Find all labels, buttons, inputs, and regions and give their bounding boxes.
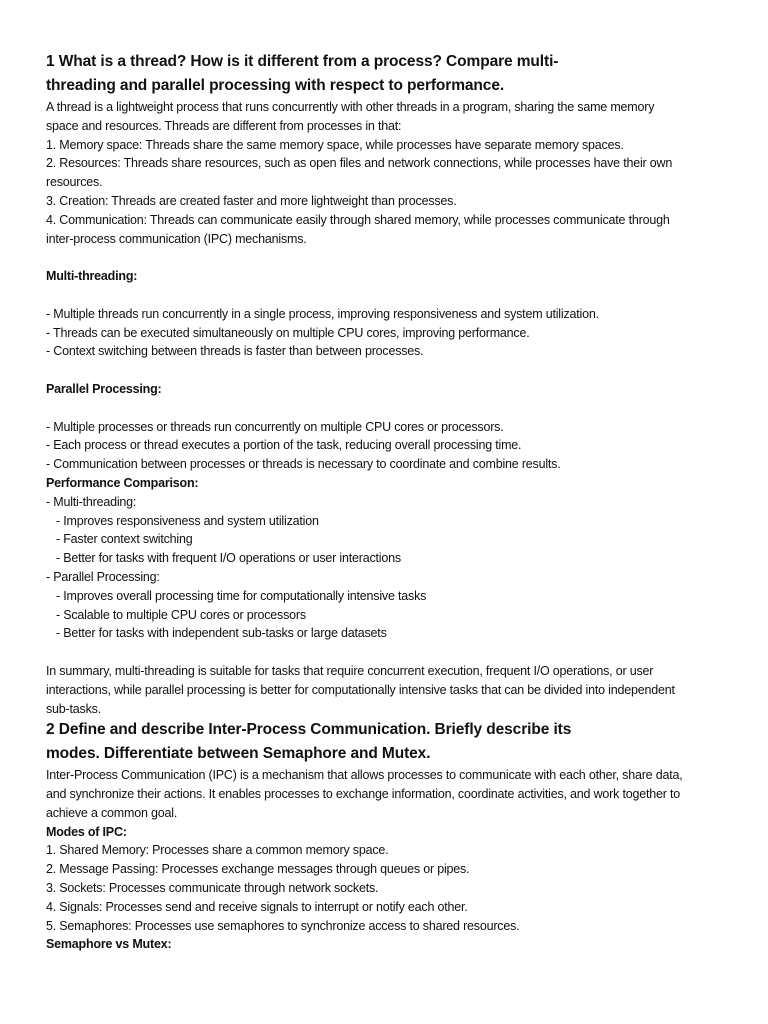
list-item: - Multiple threads run concurrently in a single process, improving responsiveness and system utilization. [46,306,599,321]
list-item: 1. Shared Memory: Processes share a common memory space. [46,843,389,858]
spacer [46,643,736,662]
list-item: - Improves responsiveness and system utilization [56,513,319,528]
list-item: - Faster context switching [56,532,193,547]
list-item: 4. Signals: Processes send and receive signals to interrupt or notify each other. [46,899,468,914]
q1-intro-line: 2. Resources: Threads share resources, such as open files and network connections, while processes have their own [46,156,673,171]
spacer [46,399,736,418]
list-item: - Context switching between threads is faster than between processes. [46,344,424,359]
spacer [46,361,736,380]
multithreading-points [46,305,736,361]
parallel-processing-points [46,418,736,474]
list-item: 3. Sockets: Processes communicate through network sockets. [46,881,379,896]
list-item: - Better for tasks with frequent I/O operations or user interactions [56,551,401,566]
q1-intro-line: resources. [46,175,103,190]
q1-intro-line: 3. Creation: Threads are created faster and more lightweight than processes. [46,193,457,208]
q2-intro [46,766,736,822]
parallel-processing-title: Parallel Processing: [46,381,162,396]
semaphore-vs-mutex-title: Semaphore vs Mutex: [46,937,172,952]
q2-intro-line: achieve a common goal. [46,805,178,820]
list-item: - Multiple processes or threads run concurrently on multiple CPU cores or processors. [46,419,504,434]
summary-line: sub-tasks. [46,701,101,716]
document-page [46,50,736,954]
summary-line: In summary, multi-threading is suitable for tasks that require concurrent execution, frequent I/O operations, or user [46,663,654,678]
q1-intro-line: 4. Communication: Threads can communicate easily through shared memory, while processes communicate through [46,212,670,227]
q2-intro-line: Inter-Process Communication (IPC) is a mechanism that allows processes to communicate with each other, share data, [46,768,683,783]
list-item: - Communication between processes or threads is necessary to coordinate and combine results. [46,457,561,472]
summary-line: interactions, while parallel processing is better for computationally intensive tasks that can be divided into independent [46,682,675,697]
list-item: - Threads can be executed simultaneously on multiple CPU cores, improving performance. [46,325,530,340]
list-item: - Improves overall processing time for computationally intensive tasks [56,588,427,603]
q2-heading [46,718,736,766]
list-item: 5. Semaphores: Processes use semaphores to synchronize access to shared resources. [46,918,520,933]
q1-heading [46,50,736,98]
q1-intro-line: inter-process communication (IPC) mechanisms. [46,231,307,246]
list-item: - Each process or thread executes a portion of the task, reducing overall processing time. [46,438,522,453]
q1-heading-line-1: 1 What is a thread? How is it different from a process? Compare multi- [46,53,559,70]
q1-intro [46,98,736,248]
q2-heading-line-1: 2 Define and describe Inter-Process Communication. Briefly describe its [46,721,572,739]
q1-intro-line: A thread is a lightweight process that runs concurrently with other threads in a program, sharing the same memory [46,100,655,114]
performance-comparison-title: Performance Comparison: [46,475,199,490]
q1-summary [46,662,736,718]
modes-of-ipc-title: Modes of IPC: [46,824,127,839]
q1-intro-line: 1. Memory space: Threads share the same memory space, while processes have separate memory spaces. [46,137,624,152]
list-item: - Better for tasks with independent sub-tasks or large datasets [56,626,387,641]
spacer [46,248,736,267]
spacer [46,286,736,305]
q2-intro-line: and synchronize their actions. It enables processes to exchange information, coordinate activities, and work together to [46,787,681,802]
q1-heading-line-2: threading and parallel processing with respect to performance. [46,77,505,94]
list-item: - Scalable to multiple CPU cores or processors [56,607,306,622]
q1-intro-line: space and resources. Threads are different from processes in that: [46,118,402,133]
multithreading-title: Multi-threading: [46,269,138,284]
performance-comparison [46,493,736,643]
q2-heading-line-2: modes. Differentiate between Semaphore and Mutex. [46,745,431,763]
list-item: 2. Message Passing: Processes exchange messages through queues or pipes. [46,862,470,877]
modes-of-ipc-list [46,841,736,935]
perf-multithreading-label: - Multi-threading: [46,494,137,509]
perf-parallel-label: - Parallel Processing: [46,569,160,584]
